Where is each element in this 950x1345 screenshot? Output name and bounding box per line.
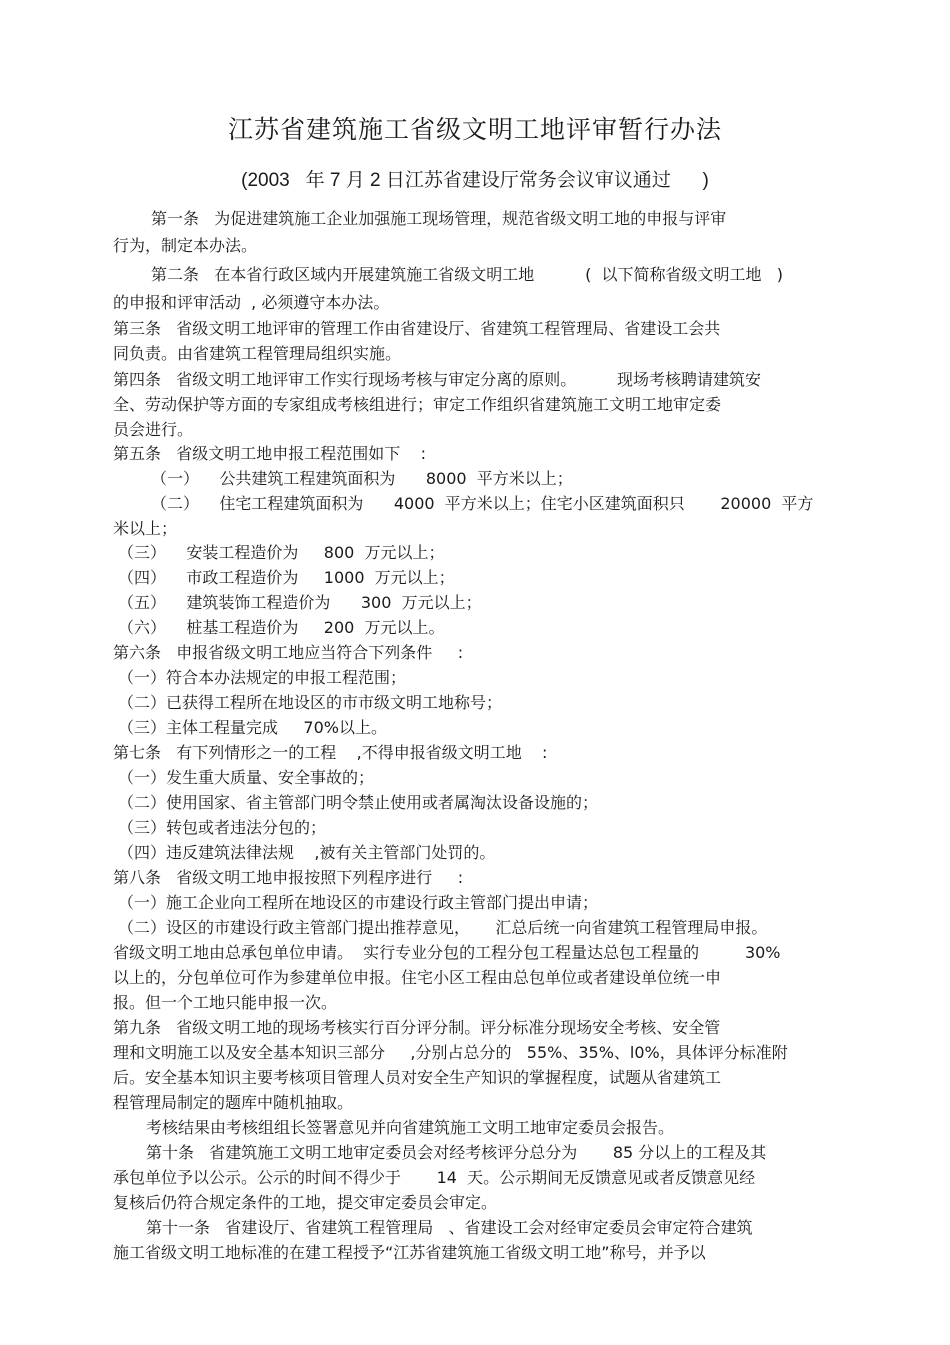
body-line: 第一条 为促进建筑施工企业加强施工现场管理，规范省级文明工地的申报与评审	[151, 209, 727, 228]
body-line: 员会进行。	[113, 420, 194, 439]
body-line: 复核后仍符合规定条件的工地，提交审定委员会审定。	[113, 1193, 498, 1212]
body-line: （六） 桩基工程造价为 200 万元以上。	[118, 618, 445, 637]
body-line: （三）转包或者违法分包的；	[118, 818, 327, 837]
body-line: 行为，制定本办法。	[113, 236, 258, 255]
body-line: 理和文明施工以及安全基本知识三部分 ,分别占总分的 55%、35%、l0%，具体评分标准附	[113, 1043, 788, 1062]
body-line: 第二条 在本省行政区域内开展建筑施工省级文明工地 ( 以下简称省级文明工地 )	[151, 265, 784, 284]
body-line: （三） 安装工程造价为 800 万元以上；	[118, 543, 445, 562]
body-line: 第六条 申报省级文明工地应当符合下列条件 :	[113, 643, 464, 662]
body-line: （一）施工企业向工程所在地设区的市建设行政主管部门提出申请；	[118, 893, 599, 912]
body-line: 考核结果由考核组组长签署意见并向省建筑施工文明工地审定委员会报告。	[146, 1118, 675, 1137]
body-line: （五） 建筑装饰工程造价为 300 万元以上；	[118, 593, 482, 612]
body-line: 的申报和评审活动 , 必须遵守本办法。	[113, 293, 390, 312]
body-line: 第五条 省级文明工地申报工程范围如下 :	[113, 444, 426, 463]
body-line: （二）设区的市建设行政主管部门提出推荐意见， 汇总后统一向省建筑工程管理局申报。	[118, 918, 768, 937]
body-line: 米以上；	[113, 519, 178, 538]
body-line: （一） 公共建筑工程建筑面积为 8000 平方米以上；	[151, 469, 573, 488]
body-line: （三）主体工程量完成 70%以上。	[118, 718, 387, 737]
body-line: 第十条 省建筑施工文明工地审定委员会对经考核评分总分为 85 分以上的工程及其	[146, 1143, 767, 1162]
body-line: 后。安全基本知识主要考核项目管理人员对安全生产知识的掌握程度，试题从省建筑工	[113, 1068, 722, 1087]
body-line: （一）发生重大质量、安全事故的；	[118, 768, 375, 787]
body-line: 承包单位予以公示。公示的时间不得少于 14 天。公示期间无反馈意见或者反馈意见经	[113, 1168, 756, 1187]
body-line: 施工省级文明工地标准的在建工程授予“江苏省建筑施工省级文明工地”称号，并予以	[113, 1243, 706, 1262]
body-line: 以上的，分包单位可作为参建单位申报。住宅小区工程由总包单位或者建设单位统一申	[113, 968, 722, 987]
body-line: 程管理局制定的题库中随机抽取。	[113, 1093, 354, 1112]
body-line: 省级文明工地由总承包单位申请。 实行专业分包的工程分包工程量达总包工程量的 30%	[113, 943, 781, 962]
body-line: 第四条 省级文明工地评审工作实行现场考核与审定分离的原则。 现场考核聘请建筑安	[113, 370, 761, 389]
body-line: 第九条 省级文明工地的现场考核实行百分评分制。评分标准分现场安全考核、安全管	[113, 1018, 721, 1037]
body-line: 报。但一个工地只能申报一次。	[113, 993, 338, 1012]
document-subtitle: (2003 年 7 月 2 日江苏省建设厅常务会议审议通过 )	[241, 170, 709, 191]
body-line: 第七条 有下列情形之一的工程 ,不得申报省级文明工地 :	[113, 743, 548, 762]
body-line: （二）使用国家、省主管部门明令禁止使用或者属淘汰设备设施的；	[118, 793, 599, 812]
body-line: 全、劳动保护等方面的专家组成考核组进行；审定工作组织省建筑施工文明工地审定委	[113, 395, 722, 414]
body-line: 第十一条 省建设厅、省建筑工程管理局 、省建设工会对经审定委员会审定符合建筑	[146, 1218, 753, 1237]
body-line: 同负责。由省建筑工程管理局组织实施。	[113, 344, 402, 363]
body-line: 第三条 省级文明工地评审的管理工作由省建设厅、省建筑工程管理局、省建设工会共	[113, 319, 721, 338]
body-line: 第八条 省级文明工地申报按照下列程序进行 :	[113, 868, 464, 887]
body-line: （四）违反建筑法律法规 ,被有关主管部门处罚的。	[118, 843, 496, 862]
document-title: 江苏省建筑施工省级文明工地评审暂行办法	[227, 115, 722, 144]
body-line: （二）已获得工程所在地设区的市市级文明工地称号；	[118, 693, 503, 712]
body-line: （二） 住宅工程建筑面积为 4000 平方米以上；住宅小区建筑面积只 20000 平方	[151, 494, 814, 513]
body-line: （四） 市政工程造价为 1000 万元以上；	[118, 568, 455, 587]
body-line: （一）符合本办法规定的申报工程范围；	[118, 668, 407, 687]
